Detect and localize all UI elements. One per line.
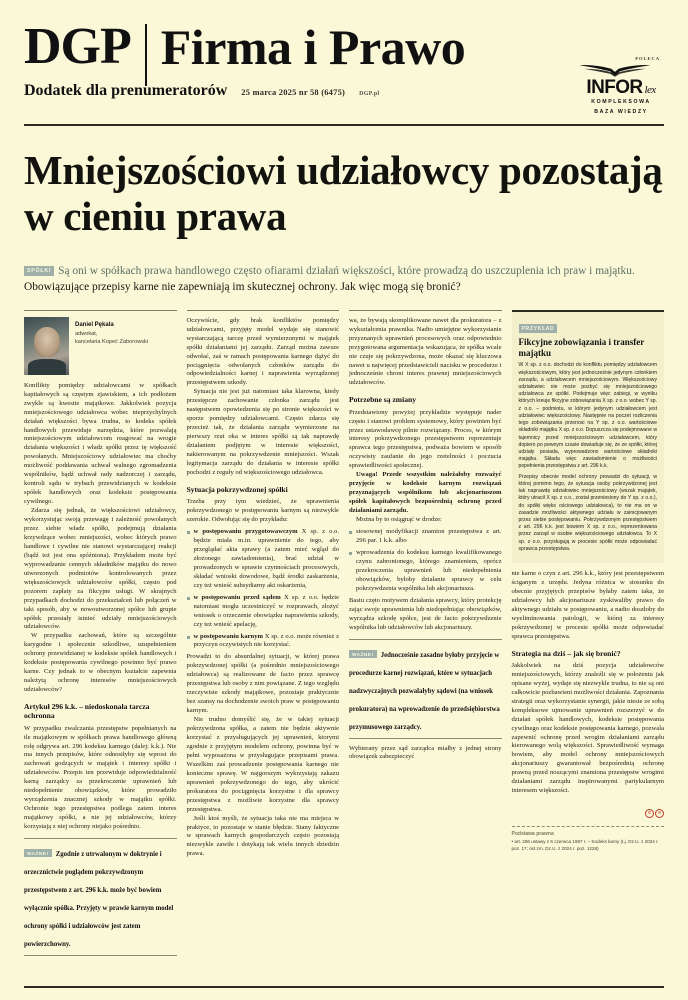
list-item: w postępowaniu przed sądem X sp. z o.o. będzie natomiast mogła uczestniczyć w rozprawach, złożyć wniosek o orzeczenie obowiązku naprawienia szkody, czy też wnieść apelację, <box>187 594 340 630</box>
subheading: Artykuł 296 k.k. – niedoskonała tarcza ochronna <box>24 702 150 721</box>
author-name: Daniel Pękala <box>75 321 114 328</box>
column-4 <box>512 310 665 982</box>
paragraph: Prowadzi to do absurdalnej sytuacji, w której prawa pokrzywdzonej spółki (a pośrednio mniejszościowego udziałowca) są realizowane de facto przez sprawcę przestępstwa lub osoby z nim powiązane. Z tego względu rzeczywiste szkody majątkowe, pozostaje praktycznie bez szansy na dochodzenie swoich praw w postępowaniu karnym. <box>186 653 339 715</box>
column-1-body <box>24 382 177 695</box>
column-3-rule <box>349 310 502 311</box>
uwaga-note: Uwaga! Przede wszystkim należałoby rozważyć przyjęcie w kodeksie karnym rozwiązań przyznających wspólnikom lub akcjonariuszom spółek kapitałowych bezpośrednią ochronę przed działaniami zarządu. <box>349 471 502 515</box>
column-4-body <box>512 570 665 642</box>
wazne-text: Zgodnie z utrwalonym w doktrynie i orzecznictwie poglądem pokrzywdzonym przestępstwem z art. 296 k.k. może być bowiem wyłącznie spółka. Przyjęty w prawie karnym model ochrony spółki i udziałowców jest zatem powierzchowny. <box>24 851 174 949</box>
column-2-body-3 <box>187 653 340 859</box>
wazne-badge: WAŻNE! <box>24 849 52 857</box>
masthead <box>24 0 664 118</box>
example-title: Fikcyjne zobowiązania i transfer majątku <box>518 336 645 358</box>
paragraph: Konflikty pomiędzy udziałowcami w spółkach kapitałowych są częstym zjawiskiem, a ich podłożem zwykle są kwestie majątkowe. Jakkolwiek pozycja mniejszościowego udziałowca wobec nieprzychylnych działań większości bywa trudna, to kodeks spółek handlowych przewiduje narzędzia, które pozwalają mniejszościowym udziałowcom reagować na wrogie działania większości i władz spółki przez tę większość powołanych. Mniejszościowy udziałowiec ma choćby możliwość poddawania uchwał walnego zgromadzenia wspólników, bądź uchwał rady nadzorczej i zarządu, kontroli sądu w trybach przewidzianych w kodeksie spółek handlowych oraz kodeksie postępowania cywilnego. <box>24 381 177 506</box>
masthead-logo-row <box>24 0 664 86</box>
paragraph: Jeśli ktoś myśli, że sytuacja taka nie ma miejsca w praktyce, to pozostaje w stanie błędzie. Stany faktyczne w sprawach karnych gospodarczych często pozostają niezwykle zawiłe i dotykają tak wielu innych dziedzin prawa. <box>186 814 339 858</box>
copyright-icon: © <box>645 809 654 818</box>
infor-brand: INFOR <box>586 77 643 98</box>
column-3 <box>349 310 502 982</box>
wazne-badge: WAŻNE! <box>349 650 377 658</box>
bullet-list <box>187 528 340 650</box>
masthead-bottom-rule <box>24 124 664 126</box>
example-body <box>519 362 658 553</box>
paragraph: Nie trudno domyślić się, że w takiej sytuacji pokrzywdzona spółka, a zatem nie będzie aktywnie korzystać z przysługujących jej uprawnień, ktorymi zgodnie z przyjętym modelem ochrony, powinna być w pełni wyposażona w przysługujące przepisami prawa. Wszelkim zaś prowadzenie postępowania karnego nie konieczne sprawę. W najgorszym wykrzystają zakazu uprawnień pokrzywdzonego do tego, aby ukrócić prokuratora do pociągnięcia korzystne i dla sprawcy przestępstwa z możliwie korzystne dla sprawcy przestępstwa. <box>186 716 339 813</box>
legal-basis <box>512 826 665 853</box>
legal-basis-header: Podstawa prawna <box>511 831 554 838</box>
infor-tagline-2: BAZA WIEDZY <box>594 108 648 115</box>
infor-tagline-1: KOMPLEKSOWA <box>591 99 651 105</box>
column-2 <box>187 310 340 982</box>
infor-bird-icon <box>578 62 652 78</box>
subheading: Sytuacja pokrzywdzonej spółki <box>186 484 288 494</box>
paragraph: Trzeba przy tym wiedzieć, że uprawnienia pokrzywdzonego w postępowaniu karnym są niezwykle szerokie. Odwołując się do przykładu: <box>186 498 339 524</box>
paragraph: wa, że bywają skomplikowane nawet dla prokuratora – z wykształcenia prawnika. Nadto umiejętne wykorzystanie przyznanych uprawnień procesowych oraz odpowiednio przygotowana argumentacja wskazująca, że spółka wcale nie czuje się pokrzywdzona, może okazać się kluczowa nawet u najwięcej przedstawicieli nacisku w procedurze i jednocześnie chroni interes prawnej mniejszościowych udziałowców. <box>349 316 502 387</box>
paragraph: Oczywiście, gdy brak konfliktów pomiędzy udziałowcami, przyjęty model wydaje się stanowić wystarczającą tarczę przed wymierzonymi w majątek spółki działaniami jej zarządu. Zarząd można zawsze odwołać, zaś w ramach postępowania karnego dążyć do pociągnięcia odwołanych członków zarządu do odpowiedzialności karnej i naprawienia wyrządzonej przestępstwem szkody. <box>186 316 339 387</box>
registered-icon: ℗ <box>655 809 664 818</box>
lead-rest: Obowiązujące przepisy karne nie zapewniają im skutecznej ochrony. Jak więc mogą się bronić? <box>24 280 461 293</box>
paragraph: Wybierany przez sąd zarządca miałby z jednej strony obowiązek zabezpieczyć <box>349 744 502 761</box>
paragraph: Bastu częto motywem działania sprawcy, który protekcję zając swoje uprawnienia lub niedopełniając obowiązków, wyrządza szkodę spółce, jest de facto pokrzywdzenie wspólnika lub udziałowców lub akcjonariuszy. <box>349 596 502 631</box>
column-3-body-4 <box>349 745 502 763</box>
footer-rule <box>24 986 664 988</box>
paragraph: Jakkolwiek na dziś pozycja udziałowców mniejszościowych, którzy znaleźli się w położeniu jak opisane wyżej, wydaje się niezwykle trudna, to nie są oni całkowicie pozbawieni możliwości działania. Zapoznania strategii oraz wykorzystanie synergii, jakie niesie ze sobą kompleksowe ujmowanie uprawnień rozszerzyć w do działań spółek handlowych, kodeksie postępowania cywilnego oraz kodeksie postępowania karnego, pozwala zapewnić ochronę przed wrogim działaniami zarządu kierowanego wolą większości. Sprawiedliwość wymaga bowiem, aby model ochrony mniejszościowych akcjonariuszy gwarantował bezpośrednią ochronę prawną przed noszącymi znamiona przestępstw wrogimi działaniami zarządu inspirowanymi partykularnym interesem większości. <box>511 661 664 795</box>
page-title: Mniejszościowi udziałowcy pozostają w cieniu prawa <box>24 147 663 239</box>
paragraph: Zdarza się jednak, że większościowi udziałowcy, wykorzystując swoją przewagę i zależność powołanych przez siebie władz spółki, podejmują działania krzywdzące wobec mniejszości, wobec których prawo handlowe i cywilne nie stanowi wystarczającej reakcji (bądź też jest ona spóźniona). Przykładem może być wyprowadzanie cennych składników majątku do nowo utworzonych podmiotów kontrolowanych przez większościowych udziałowców spółki, często pod pozorem zapłaty za fikcyjne usługi. W skrajnych przypadkach dochodzi do przekształceń lub połączeń w taki sposób, aby w nowoutworzonej spółce lub grupie spółek przestały istnieć udziały mniejszościowych udziałowców. <box>24 507 177 631</box>
important-note <box>349 639 502 739</box>
paragraph: W przypadku zachowań, które są szczególnie karygodne i społecznie szkodliwe, uzupełnieniem ochrony przewidzianej w kodeksie spółek handlowych i kodeksie postępowania cywilnego powinno być prawo karne. Czy jednak to w obecnym kształcie zapewnia należytą ochronę interesów mniejszościowych udziałowców? <box>24 632 177 694</box>
column-2-body-2 <box>187 498 340 525</box>
issue-line: 25 marca 2025 nr 58 (6475) <box>241 87 346 97</box>
masthead-divider <box>145 24 147 86</box>
column-1-rule <box>24 310 177 311</box>
infor-advert[interactable] <box>578 56 664 117</box>
paragraph: Sytuacja nie jest już natomiast taka klarowna, kiedy przestępcze zachowanie członka zarządu jest następstwem opowiedzenia się po stronie większości w sporze pomiędzy udziałowcami. Często zdarza się przecież tak, że działania zarządu wymierzone na pierwszy rzut oka w interes spółki są tak naprawdę działaniem podjętym w interesie większości, nakierowanym na pokrzywdzenie mniejszości. Wszak legitymacja zarządu do działania w interesie spółki pochodzi z reguły od większościowego udziałowca. <box>186 388 339 476</box>
brand-logo[interactable]: DGP <box>24 18 131 75</box>
list-item: w postępowaniu karnym X sp. z o.o. może również z przyczyn oczywistych nie korzystać. <box>187 633 340 651</box>
example-box <box>512 310 665 563</box>
paragraph: Przepisy obecnie model ochrony prowadzi do sytuacji, w której pomimo tego, że sytuacja osoby pokrzywdzonej jest tak naprawdę udziałowiec mniejszościowy (wszak majątek, który utracił X sp. z o.o., został przeniesiony do Y sp. z o.o.), do spółki więks ościowego udziałowca), to nie ma on w zasadzie możliwości aktywnego udziału w zainicjowanym przez siebie postępowaniu. Pokrzywdzonym przestępstwem z art. 296 k.k. jest bowiem X sp. z o.o., reprezentowana przez zarząd w osobie większościowego udziałowca. To X sp. z o.o. przysługują w procesie spółki może odpowiadać sprawca przestępstwa. <box>518 473 657 552</box>
paragraph: W przypadku zwalczania przestępstw popełnianych na tle majątkowym w spółkach prawa handlowego główną rolę odgrywa art. 296 kodeksu karnego (dalej: k.k.). Nie ma innych przepisów, które odnosiłyby się wprost do zachowań godzących w majątek i interesy spółki i udziałowców. Przepis ten przewiduje odpowiedzialność karną zarządcy za przekroczenie uprawnień lub niedopełnienie obowiązków, które prowadziło wyrządzenia znacznej szkody w majątku spółki. Ochronie tego przestępstwa podlega zatem interes majątkowy spółki, a nie jej udziałowców, którzy korzystają z niej ochrony niejako pośrednio. <box>24 724 177 831</box>
topic-badge[interactable]: SPÓŁKI <box>24 266 54 276</box>
column-1 <box>24 310 177 982</box>
column-3-body <box>349 317 502 389</box>
bullet-list <box>349 528 502 594</box>
infor-wordmark <box>578 78 664 97</box>
subheading: Strategia na dziś – jak się bronić? <box>511 648 621 658</box>
paragraph: W X sp. z o.o. dochodzi do konfliktu pomiędzy udziałowcem większościowym, który jest jednocześnie jedynym członkiem zarządu, a udziałowcem mniejszościowym. Większościowy udziałowiec nie może pozbyć się mniejszościowego udziałowca ze spółki. Podejmuje więc zabiegi, w wyniku których kreuje fikcyjne zobowiązania X sp. z o.o. wobec Y sp. z o.o. – podmiotu, w którym jedynym udziałowcem jest udziałowiec większościowy. Następnie na poczet rozliczenia tego zobowiązania przenosi na Y sp. z o.o. wartościowe składniki majątku X sp. z o.o. Dopuszcza się podejmowane w tajemnicy przed mniejszościowym udziałowcem, który dopiero po pewnym czasie dowiaduje się, że ze spółki, której udziały posiada, wyprowadzono wartościowe składniki majątku. Składa więc zawiadomienie o możliwości popełnienia przestępstwa z art. 296 k.k. <box>518 362 657 470</box>
author-avatar <box>24 317 69 375</box>
legal-basis-item: • art. 296 ustawy z 6 czerwca 1997 r. – Kodeks karny (t.j. Dz.U. z 2024 r. poz. 17; ost.zm. Dz.U. z 2024 r. poz. 1228) <box>511 839 659 852</box>
wazne-text: Jednocześnie zasadne byłoby przyjęcie w procedurze karnej rozwiązań, które w sytuacjach nadzwyczajnych pozwalałyby sądowi (na wniosek prokuratora) na wprowadzenie do przedsiębiorstwa przymusowego zarządcy. <box>349 651 500 731</box>
end-marker <box>512 801 665 819</box>
lead-paragraph <box>24 264 664 296</box>
section-title: Firma i Prawo <box>160 19 466 75</box>
column-2-rule <box>187 310 340 311</box>
column-4-body-2 <box>512 662 665 796</box>
important-note <box>24 838 177 956</box>
subheading: Potrzebne są zmiany <box>349 395 417 405</box>
author-firm: kancelaria Kopeć Zaborowski <box>75 339 149 346</box>
masthead-subline <box>24 82 379 100</box>
supplement-label: Dodatek dla prenumeratorów <box>24 82 228 99</box>
poleca-label: POLECA <box>635 56 660 61</box>
list-item: wprowadzenia do kodeksu karnego kwalifikowanego czynu zabronionego, którego znamieniem, oprócz przekroczenia uprawnień lub niedopełnienia obowiązków, byłoby działanie sprawcy w celu pokrzywdzenia wspólnika lub akcjonariusza. <box>349 549 502 594</box>
lead-highlight: Są oni w spółkach prawa handlowego często ofiarami działań większości, które prowadzą do uszczuplenia ich praw i majątku. <box>58 264 635 277</box>
author-role: adwokat, <box>75 330 98 337</box>
paragraph: Można by to osiągnąć w drodze: <box>356 516 442 524</box>
site-url[interactable]: DGP.pl <box>359 91 380 97</box>
column-1-body-2 <box>24 725 177 832</box>
author-block <box>24 317 177 375</box>
paragraph: Przedstawiony powyżej przykładzie występuje nader często i stanowi problem systemowy, który powinien być przez ustawodawcę pilnie rozwiązany. Proces, w którym interesy pokrzywdzonego przestępstwem reprezentuje sprawca tego przestępstwa, podważa bowiem w sposób oczywisty zaufanie do jego rzetelności i poczucia sprawiedliwości społecznej. <box>349 408 502 470</box>
column-3-body-3 <box>349 597 502 633</box>
author-meta <box>75 317 148 375</box>
column-3-body-2 <box>349 409 502 525</box>
list-item: w postępowaniu przygotowawczym X sp. z o.o. będzie miała m.in. uprawnienie do tego, aby przeglądać akta sprawy (a zatem mieć wgląd do złożonego zawiadomienia), brać udział w prowadzonych w sprawie czynnościach procesowych, składać wnioski dowodowe, bądź środki zaskarżenia, czy też wnieść subsydiarny akt oskarżenia, <box>187 528 340 591</box>
paragraph: nie karne o czyn z art. 296 k.k., który jest przestępstwem ściganym z urzędu. Jedyna różnica w stosunku do obecnie przyjętych przepisów byłaby zatem taka, że udziałowcy lub akcjonariusze zyskiwaliby prawo do aktywnego udziału w postępowaniu, a nadto doszłoby do wyeliminowania patologii, w której za interesy pokrzywdzonej w procesie spółki może odpowiadać sprawca przestępstwa. <box>511 570 664 640</box>
article-columns <box>24 310 664 982</box>
przyklad-badge: PRZYKŁAD <box>519 324 558 333</box>
column-2-body <box>187 317 340 478</box>
list-item: stosownej modyfikacji znamion przestępstwa z art. 296 par. 1 k.k. albo <box>349 528 502 546</box>
infor-lex: lex <box>644 84 656 96</box>
